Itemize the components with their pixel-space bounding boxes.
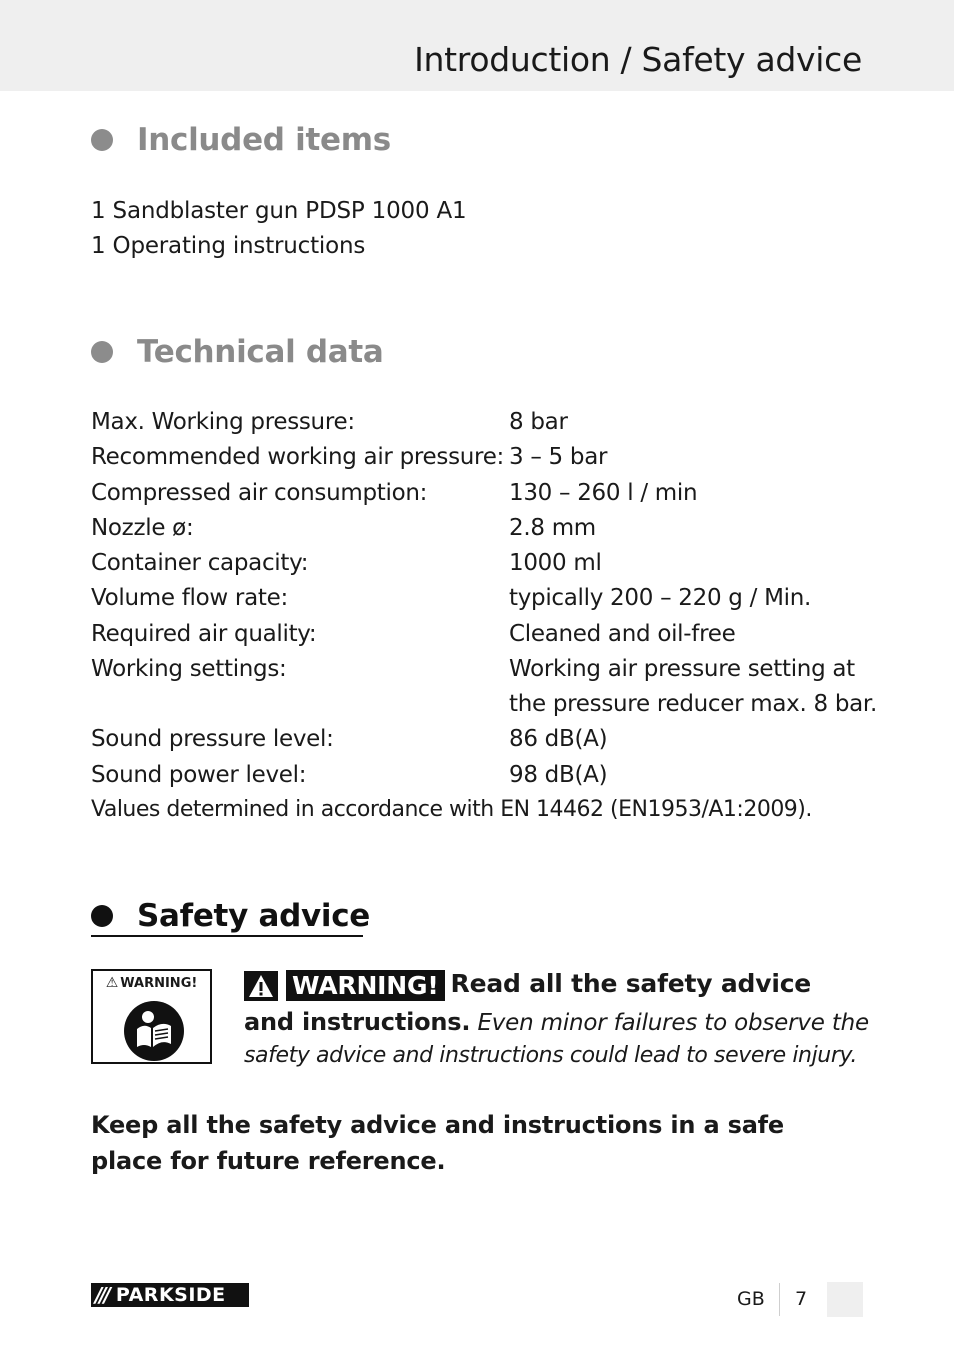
spec-value: 3 – 5 bar <box>509 444 608 470</box>
warning-italic-text: safety advice and instructions could lead to severe injury. <box>244 1043 857 1068</box>
read-manual-icon <box>124 1001 184 1061</box>
warning-bold-text: and instructions. <box>244 1008 471 1036</box>
footer-tab <box>827 1282 863 1317</box>
spec-value: the pressure reducer max. 8 bar. <box>509 691 877 717</box>
spec-label: Recommended working air pressure: <box>91 444 504 470</box>
spec-label: Required air quality: <box>91 621 317 647</box>
included-item: 1 Operating instructions <box>91 233 366 259</box>
warning-badge: WARNING! <box>286 970 445 1001</box>
included-items-title: Included items <box>137 122 391 158</box>
warning-italic-text: Even minor failures to observe the <box>477 1010 869 1036</box>
warning-sign-label: ⚠ WARNING! <box>105 975 198 991</box>
spec-label: Container capacity: <box>91 550 309 576</box>
warning-line-2 <box>244 1008 884 1036</box>
spec-value: 98 dB(A) <box>509 762 608 788</box>
footer-divider <box>779 1283 780 1316</box>
technical-data-title: Technical data <box>137 334 384 370</box>
spec-value: 86 dB(A) <box>509 726 608 752</box>
parkside-logo <box>91 1283 249 1307</box>
read-manual-warning-sign <box>91 969 212 1064</box>
spec-label: Compressed air consumption: <box>91 480 428 506</box>
bullet-icon <box>91 129 113 151</box>
spec-label: Sound pressure level: <box>91 726 334 752</box>
included-items-heading <box>91 122 391 158</box>
spec-value: 2.8 mm <box>509 515 596 541</box>
spec-value: 1000 ml <box>509 550 602 576</box>
spec-value: 8 bar <box>509 409 568 435</box>
spec-label: Volume flow rate: <box>91 585 288 611</box>
logo-slashes-icon: /// <box>95 1283 108 1307</box>
logo-text: PARKSIDE <box>115 1284 226 1306</box>
spec-value: typically 200 – 220 g / Min. <box>509 585 811 611</box>
bullet-icon <box>91 905 113 927</box>
safety-advice-title: Safety advice <box>137 898 371 934</box>
page-title: Introduction / Safety advice <box>414 40 862 79</box>
language-code: GB <box>737 1288 765 1310</box>
bullet-icon <box>91 341 113 363</box>
warning-line-3 <box>244 1043 884 1068</box>
keep-instructions-text: place for future reference. <box>91 1147 446 1175</box>
warning-triangle-icon: ⚠ <box>105 975 119 991</box>
included-item: 1 Sandblaster gun PDSP 1000 A1 <box>91 198 467 224</box>
spec-value: Working air pressure setting at <box>509 656 855 682</box>
technical-data-heading <box>91 334 384 370</box>
warning-bold-text: Read all the safety advice <box>450 969 812 998</box>
spec-label: Nozzle ø: <box>91 515 194 541</box>
safety-advice-heading <box>91 898 370 934</box>
spec-value: 130 – 260 l / min <box>509 480 698 506</box>
page-number: 7 <box>795 1288 808 1310</box>
keep-instructions-text: Keep all the safety advice and instructions in a safe <box>91 1111 785 1139</box>
spec-note: Values determined in accordance with EN 14462 (EN1953/A1:2009). <box>91 797 812 822</box>
spec-label: Sound power level: <box>91 762 307 788</box>
spec-label: Max. Working pressure: <box>91 409 355 435</box>
warning-triangle-icon <box>244 971 278 1001</box>
warning-line-1 <box>244 969 884 1001</box>
spec-value: Cleaned and oil-free <box>509 621 736 647</box>
spec-label: Working settings: <box>91 656 287 682</box>
heading-underline <box>91 935 363 937</box>
